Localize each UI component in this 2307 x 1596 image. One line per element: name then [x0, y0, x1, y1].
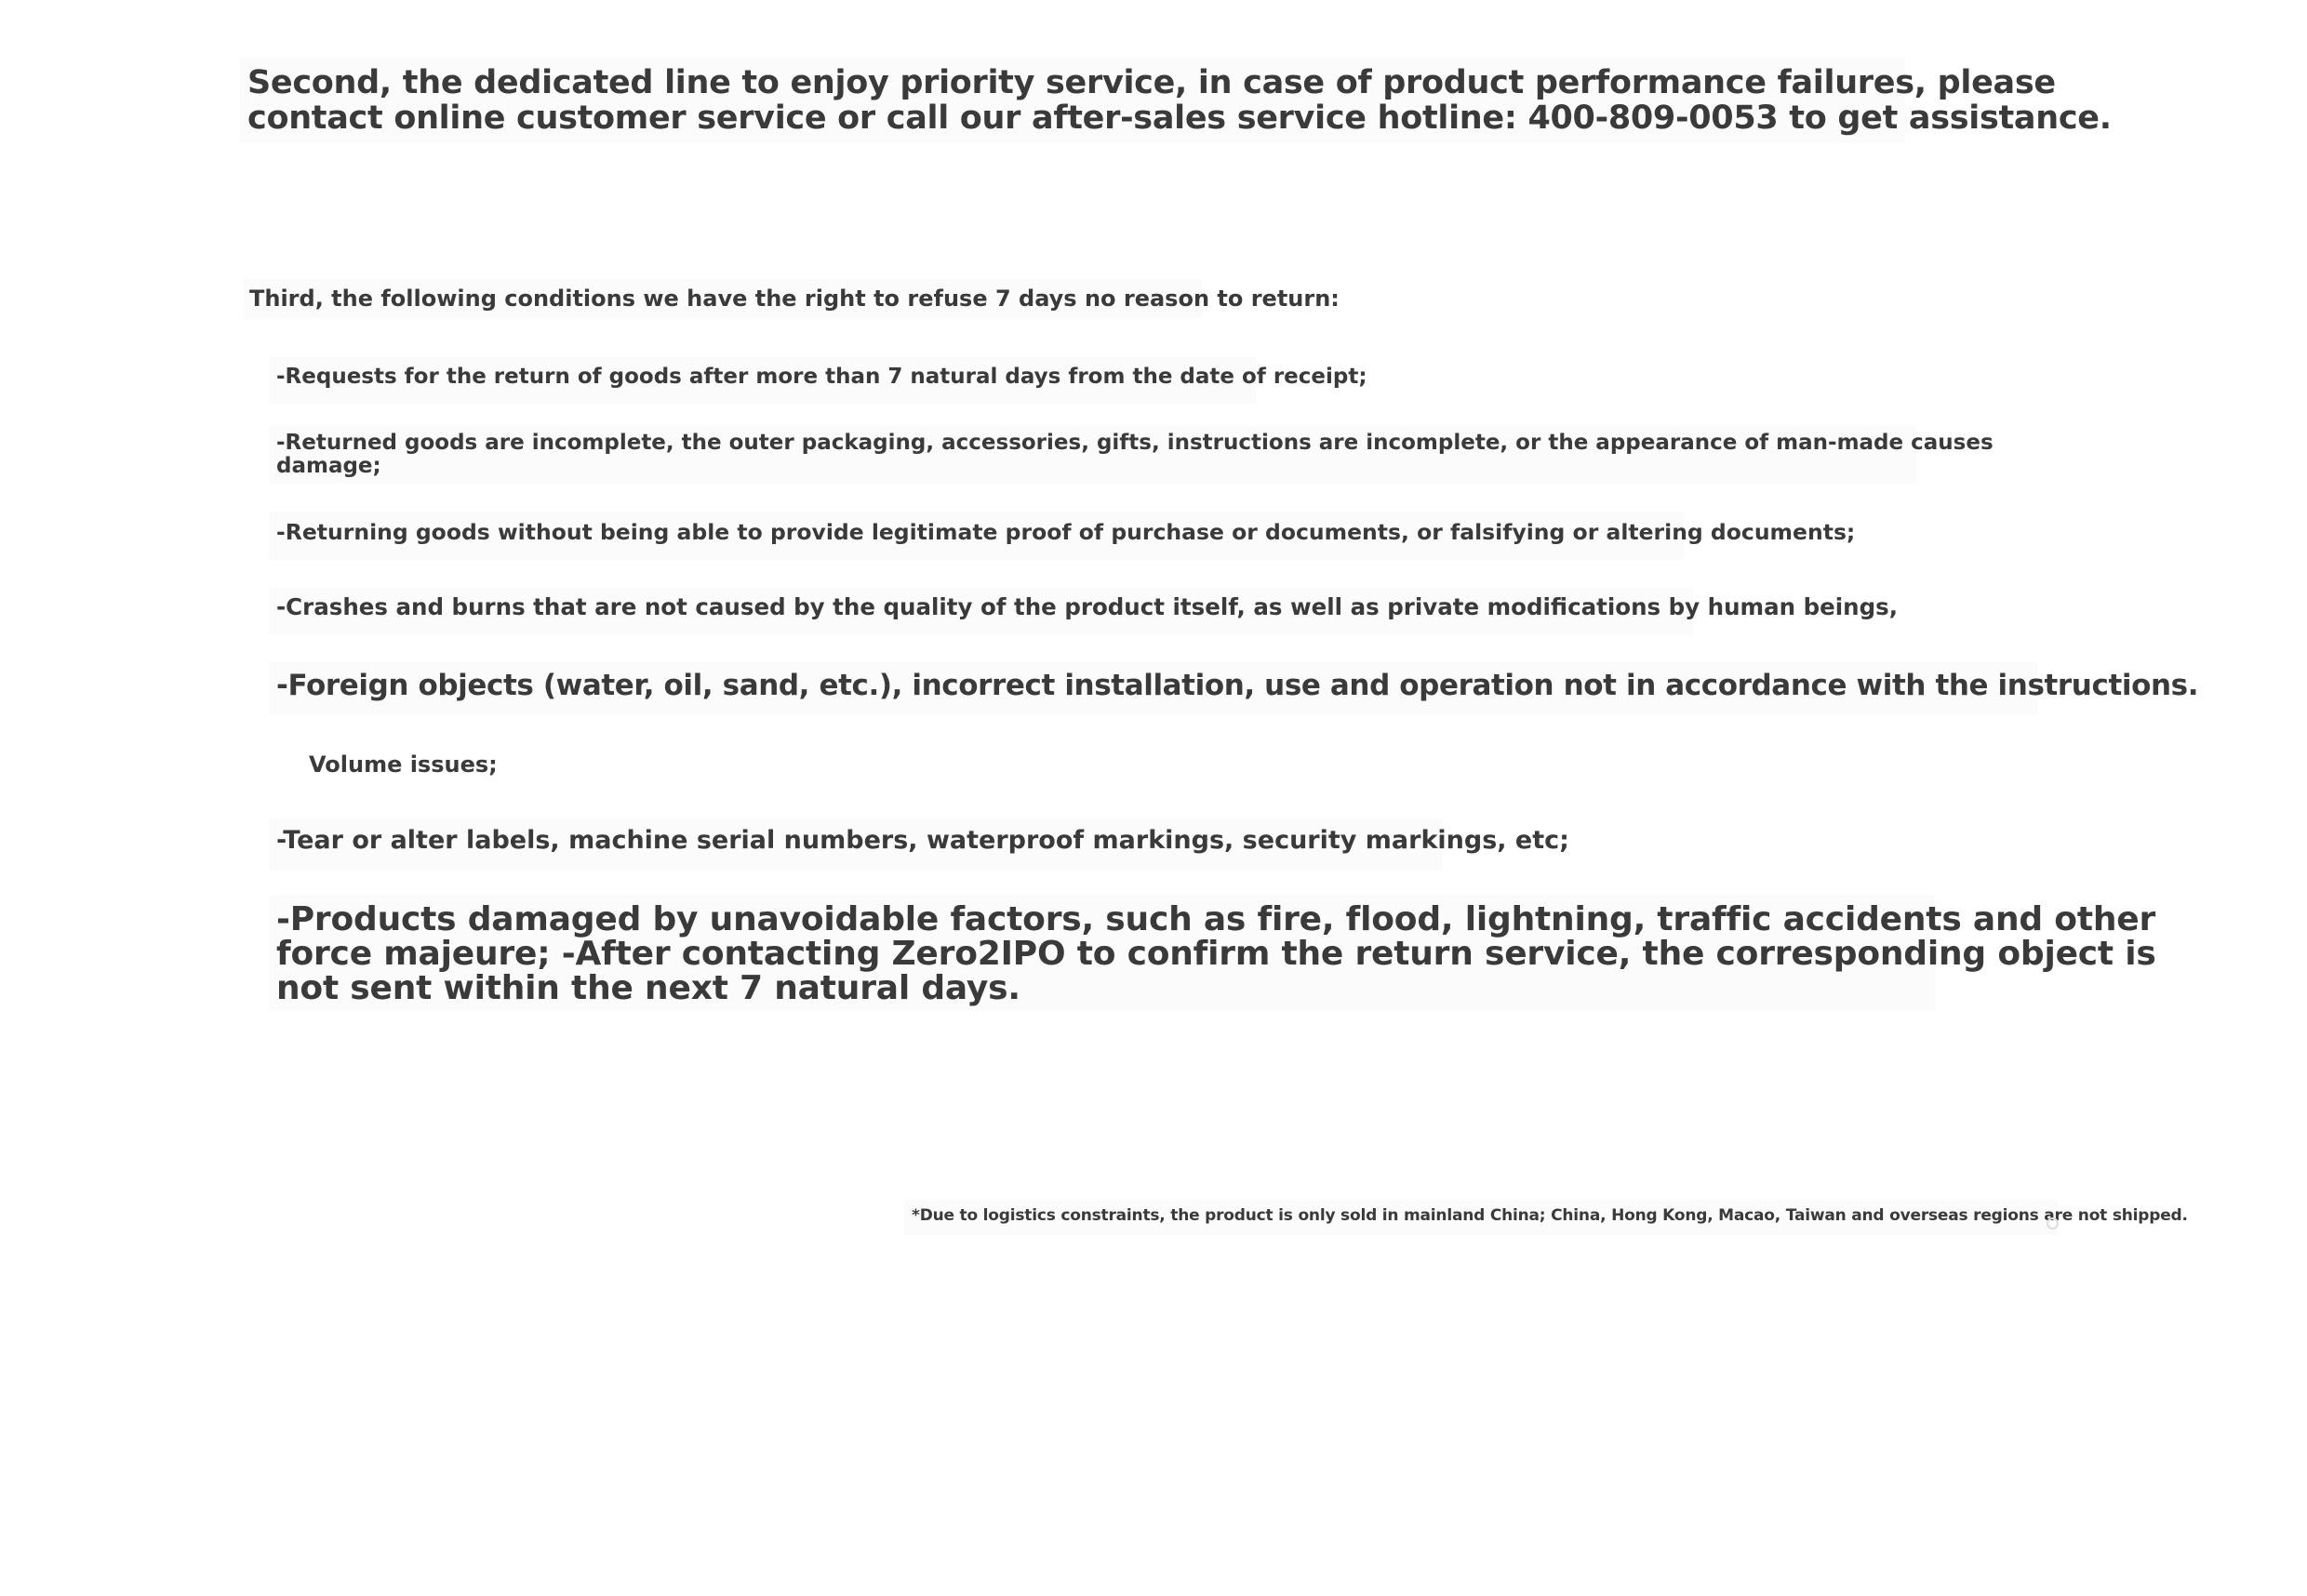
priority-service-paragraph — [247, 65, 2112, 136]
condition-force-majeure-line-2: force majeure; -After contacting Zero2IPO to confirm the return service, the corresponding object is — [276, 935, 2156, 973]
condition-force-majeure — [276, 902, 2156, 1005]
refuse-return-heading: Third, the following conditions we have the right to refuse 7 days no reason to return: — [249, 286, 1340, 312]
condition-incomplete-goods — [276, 432, 1994, 478]
circle-icon — [2047, 1217, 2059, 1230]
condition-crashes-burns: -Crashes and burns that are not caused by the quality of the product itself, as well as private modifications by human beings, — [276, 593, 1899, 620]
condition-foreign-objects: -Foreign objects (water, oil, sand, etc.), incorrect installation, use and operation not in accordance with the instructions. — [276, 669, 2199, 702]
condition-incomplete-goods-line-1: -Returned goods are incomplete, the outer packaging, accessories, gifts, instructions are incomplete, or the appearance of man-made causes — [276, 431, 1994, 455]
condition-volume-issues: Volume issues; — [309, 751, 498, 778]
priority-service-line-2: contact online customer service or call our after-sales service hotline: 400-809-0053 to get assistance. — [247, 100, 2112, 137]
condition-force-majeure-line-1: -Products damaged by unavoidable factors, such as fire, flood, lightning, traffic accidents and other — [276, 900, 2156, 938]
condition-no-proof: -Returning goods without being able to provide legitimate proof of purchase or documents, or falsifying or altering documents; — [276, 519, 1856, 545]
condition-late-return: -Requests for the return of goods after more than 7 natural days from the date of receipt; — [276, 365, 1367, 389]
priority-service-line-1: Second, the dedicated line to enjoy priority service, in case of product performance failures, please — [247, 64, 2056, 101]
condition-incomplete-goods-line-2: damage; — [276, 454, 381, 478]
shipping-footnote: *Due to logistics constraints, the product is only sold in mainland China; China, Hong Kong, Macao, Taiwan and overseas regions are not shipped. — [912, 1206, 2188, 1225]
condition-tear-labels: -Tear or alter labels, machine serial numbers, waterproof markings, security markings, etc; — [276, 826, 1569, 855]
condition-force-majeure-line-3: not sent within the next 7 natural days. — [276, 969, 1020, 1007]
